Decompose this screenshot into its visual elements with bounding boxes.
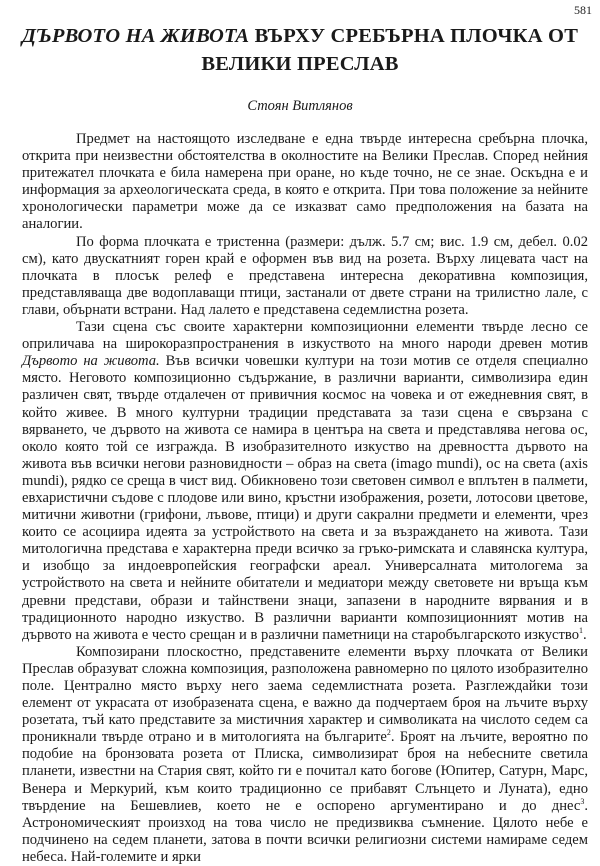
paragraph-3: [22, 319, 588, 644]
author-name: Стоян Витлянов: [247, 98, 353, 114]
paragraph-4-text-before: Композирани плоскостно, представените елементи върху плочката от Велики Преслав образуват сложна композиция, разположена равномерно по цялото изобразително поле. Централно място върху него заема седемлистната розета. Разглеждайки този елемент от украсата от изобразената сцена, е важно да подчертаем броя на лъчите върху розетата, тъй като представите за мистичния характер и символиката на числото седем са проникнали твърде отрано и в митологията на българите: [22, 643, 588, 746]
footnote-ref-3[interactable]: 3: [580, 796, 585, 806]
paragraph-3-italic-term: Дървото на живота.: [22, 353, 160, 370]
title-italic-part: ДЪРВОТО НА ЖИВОТА: [21, 25, 250, 47]
title-rest-line1: ВЪРХУ СРЕБЪРНА ПЛОЧКА ОТ: [249, 25, 579, 47]
paragraph-3-text-end: .: [583, 626, 587, 643]
footnote-ref-1[interactable]: 1: [579, 625, 583, 635]
paragraph-3-text-after: Във всички човешки култури на този мотив се отделя специално място. Неговото композиционно съдържание, в различни варианти, символизира един различен свят, твърде отдалечен от привичния космос на човека и от ежедневния свят, в който живее. В много културни традиции представата за тази сцена е свързана с вярването, че дървото на живота се намира в центъра на света и представлява негова ос, около която той се изгражда. В изобразителното изкуство на древността дървото на живота във всички негови разновидности – образ на света (imago mundi), ос на света (axis mundi), рядко се среща в чист вид. Обикновено този световен символ е вплътен в палмети, евхаристични съдове с плодове или вино, кръстни изображения, розети, лотосови цветове, митични животни (грифони, лъвове, птици) и други сакрални предмети и елементи, чрез които се асоциира идеята за устройството на света и за възраждането на живота. Тази митологична представа е характерна преди всичко за гръко-римската и славянска култура, и изобщо за индоевропейския географски ареал. Универсалната митологема за устройството на света и нейните обитатели и медиатори между световете ни връща към древни представи, образи и тайнствени знаци, запазени в народните вярвания и в традиционното народно изкуство. В различни варианти композиционният мотив на дървото на живота е често срещан и в различни паметници на старобългарското изкуство: [22, 353, 588, 643]
page-number: 581: [574, 3, 592, 17]
paragraph-2: По форма плочката е тристенна (размери: дълж. 5.7 см; вис. 1.9 см, дебел. 0.02 см), като двускатният горен край е оформен във вид на розета. Върху лицевата част на плочката в плосък релеф е представена интересна декоративна композиция, представляваща две водоплаващи птици, застанали от двете страни на трилистно лале, с глави, обърнати встрани. Над лалето е представена седемлистна розета.: [22, 233, 588, 318]
article-title: [0, 22, 600, 78]
title-line2: ВЕЛИКИ ПРЕСЛАВ: [201, 53, 399, 75]
paragraph-4-text-after: . Астрономическият произход на това число не предизвиква съмнение. Цялото небе е подчинено на седем планети, затова в почти всички религиозни системи намираме седем небеса. Най-големите и ярки: [22, 797, 588, 865]
article-body: [22, 131, 588, 866]
footnote-ref-2[interactable]: 2: [386, 728, 391, 738]
paragraph-1: Предмет на настоящото изследване е една твърде интересна сребърна плочка, открита при неизвестни обстоятелства в околностите на Велики Преслав. Според нейния притежател плочката е била намерена при оране, но къде точно, не се знае. Оскъдна е и информация за археологическата среда, в която е открита. При това положение за нейните хронологически параметри може да се изказват само предположения на базата на аналогии.: [22, 131, 588, 233]
paragraph-4: [22, 644, 588, 866]
paragraph-3-text-before: Тази сцена със своите характерни композиционни елементи твърде лесно се оприличава на широкоразпространения в изкуството на много народи древен мотив: [22, 319, 588, 353]
paragraph-4-text-middle: . Броят на лъчите, вероятно по подобие на бронзовата розета от Плиска, символизират броя на небесните светила планети, известни на Стария свят, който ги е почитал като богове (Юпитер, Сатурн, Марс, Венера и Меркурий, към които традиционно се прибавят Слънцето и Луната), едно твърдение на Бешевлиев, което не е оспорено аргументирано и до днес: [22, 729, 588, 814]
